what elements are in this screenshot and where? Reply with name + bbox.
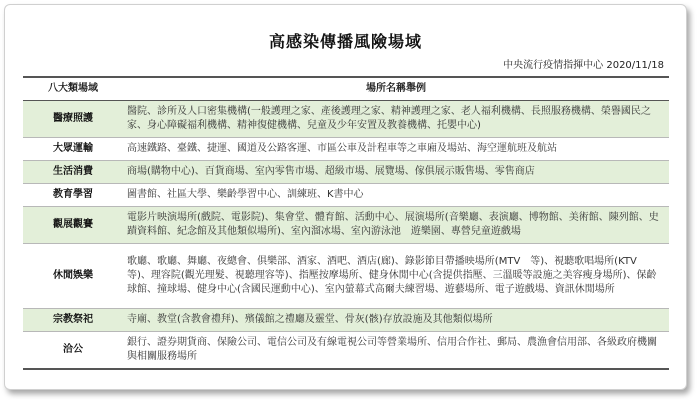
row-examples: 電影片映演場所(戲院、電影院)、集會堂、體育館、活動中心、展演場所(音樂廳、表演廳、博物館、美術館、陳列館、史蹟資料館、紀念館及其他類似場所)、室內溜冰場、室內游泳池 遊樂園、專營兒童遊戲場: [127, 212, 659, 237]
table-row: [23, 309, 669, 332]
row-category: 宗教祭祀: [53, 314, 93, 325]
table-row: [23, 101, 669, 138]
row-category: 休閒娛樂: [53, 270, 93, 281]
table-header-row: [23, 77, 669, 101]
header-examples: 場所名稱舉例: [366, 83, 426, 94]
row-category: 觀展觀賽: [53, 219, 93, 230]
row-examples: 圖書館、社區大學、樂齡學習中心、訓練班、K書中心: [127, 189, 364, 200]
table-row: [23, 161, 669, 184]
source-note: 中央流行疫情指揮中心 2020/11/18: [503, 60, 664, 71]
row-examples: 醫院、診所及人口密集機構(一般護理之家、產後護理之家、精神護理之家、老人福利機構、長照服務機構、榮譽國民之家、身心障礙福利機構、精神復健機構、兒童及少年安置及教養機構、托嬰中心): [127, 106, 651, 131]
row-examples: 歌廳、歌廳、舞廳、夜總會、俱樂部、酒家、酒吧、酒店(廊)、錄影節目帶播映場所(MTV 等)、視聽歌唱場所(KTV 等)、理容院(觀光理髮、視聽理容等)、指壓按摩場所、健身休閒中心(含提供指壓、三溫暖等設施之美容瘦身場所)、保齡球館、撞球場、健身中心(含國民運動中心)、室內螢幕式高爾夫練習場、遊藝場所、電子遊戲場、資訊休閒場所: [127, 256, 657, 295]
row-examples: 高速鐵路、臺鐵、捷運、國道及公路客運、市區公車及計程車等之車廂及場站、海空運航班及航站: [127, 143, 557, 154]
row-category: 生活消費: [53, 166, 93, 177]
table-row: [23, 184, 669, 207]
header-category: 八大類場域: [48, 83, 98, 94]
page-title: 高感染傳播風險場域: [268, 32, 422, 51]
row-category: 教育學習: [53, 189, 93, 200]
table-row: [23, 138, 669, 161]
table-row: [23, 244, 669, 309]
row-examples: 銀行、證券期貨商、保險公司、電信公司及有線電視公司等營業場所、信用合作社、郵局、農漁會信用部、各級政府機關與相關服務場所: [127, 336, 657, 362]
document-frame: [4, 4, 687, 390]
row-category: 洽公: [63, 343, 83, 355]
row-category: 大眾運輸: [53, 143, 93, 154]
row-examples: 商場(購物中心)、百貨商場、室內零售市場、超級市場、展覽場、傢俱展示販售場、零售商店: [127, 166, 535, 177]
table-row: [23, 207, 669, 244]
row-examples: 寺廟、教堂(含教會禮拜)、殯儀館之禮廳及靈堂、骨灰(骸)存放設施及其他類似場所: [127, 314, 493, 325]
risk-venues-table: [23, 76, 669, 370]
table-row: [23, 332, 669, 369]
row-category: 醫療照護: [53, 113, 93, 124]
